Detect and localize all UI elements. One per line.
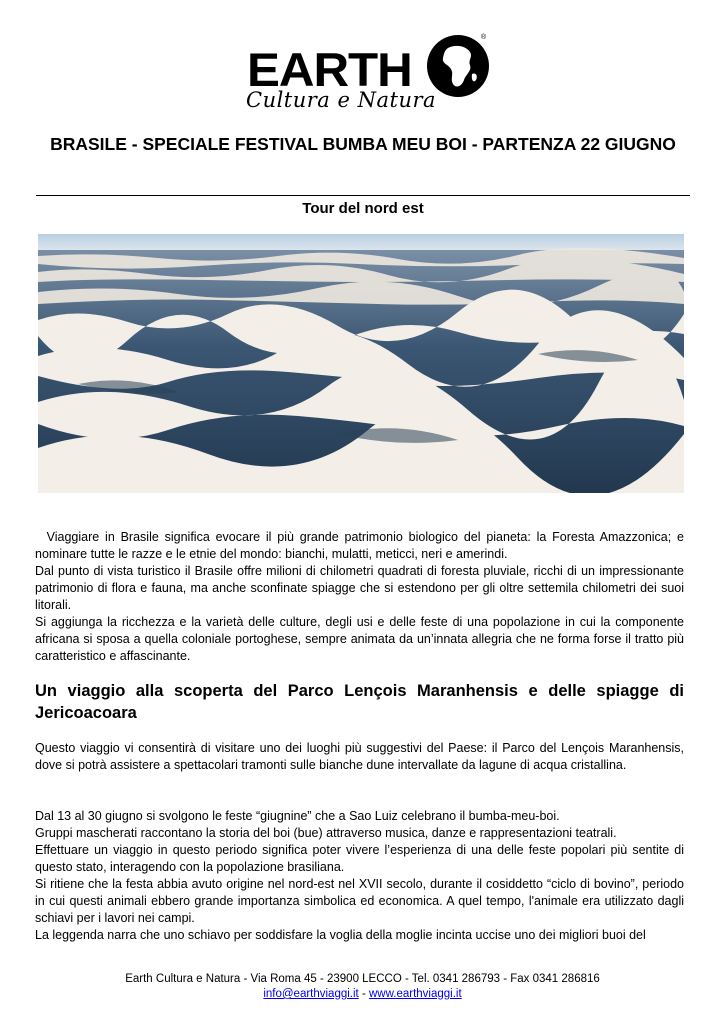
intro-paragraph: Dal punto di vista turistico il Brasile offre milioni di chilometri quadrati di foresta pluviale, ricchi di un impressionante patrimonio di flora e fauna, ma anche sconfinate spiagge che si estendono per gli oltre settemila chilometri dei suoi litorali. [35, 564, 684, 612]
intro-text [35, 529, 688, 665]
section-paragraph: La leggenda narra che uno schiavo per soddisfare la voglia della moglie incinta uccise uno dei migliori buoi del [35, 928, 646, 942]
earth-logo [0, 30, 725, 116]
dunes-photo [38, 234, 684, 493]
page-footer [0, 972, 725, 1002]
email-link[interactable]: info@earthviaggi.it [263, 988, 359, 1000]
section-paragraph: Gruppi mascherati raccontano la storia del boi (bue) attraverso musica, danze e rappresentazioni teatrali. [35, 826, 617, 840]
section-paragraph: Effettuare un viaggio in questo periodo significa poter vivere l’esperienza di una delle feste popolari più sentite di questo stato, interagendo con la popolazione brasiliana. [35, 843, 684, 874]
section-paragraph: Si ritiene che la festa abbia avuto origine nel nord-est nel XVII secolo, durante il cosiddetto “ciclo di bovino”, periodo in cui questi animali ebbero grande importanza simbolica ed economica. A quel tempo, l'animale era utilizzato dagli schiavi per i lavori nei campi. [35, 877, 684, 925]
section-paragraph: Dal 13 al 30 giugno si svolgono le feste “giugnine” che a Sao Luiz celebrano il bumba-meu-boi. [35, 809, 560, 823]
section-heading: Un viaggio alla scoperta del Parco Lençois Maranhensis e delle spiagge di Jericoacoara [35, 682, 684, 722]
section-text-2 [35, 808, 684, 944]
intro-paragraph: Viaggiare in Brasile significa evocare il più grande patrimonio biologico del pianeta: la Foresta Amazzonica; e nominare tutte le razze e le etnie del mondo: bianchi, mulatti, meticci, neri e amerindi. [35, 530, 688, 561]
logo-wordmark: EARTH [247, 43, 412, 96]
footer-separator: - [358, 988, 369, 1000]
title-divider [36, 195, 690, 196]
website-link[interactable]: www.earthviaggi.it [368, 988, 462, 1000]
page-subtitle: Tour del nord est [302, 200, 424, 217]
registered-mark: ® [481, 34, 487, 41]
logo-tagline: Cultura e Natura [246, 88, 437, 112]
footer-contacts [0, 987, 725, 1002]
footer-address: Earth Cultura e Natura - Via Roma 45 - 23900 LECCO - Tel. 0341 286793 - Fax 0341 286816 [125, 973, 600, 985]
section-text-1 [35, 740, 684, 774]
intro-paragraph: Si aggiunga la ricchezza e la varietà delle culture, degli usi e delle feste di una popolazione in cui la componente africana si sposa a quella coloniale portoghese, sempre animata da un’innata allegria che ne forma forse il tratto più caratteristico e affascinante. [35, 615, 684, 663]
section-paragraph: Questo viaggio vi consentirà di visitare uno dei luoghi più suggestivi del Paese: il Parco del Lençois Maranhensis, dove si potrà assistere a spettacolari tramonti sulle bianche dune intervallate da lagune di acqua cristallina. [35, 741, 684, 772]
page-title: BRASILE - SPECIALE FESTIVAL BUMBA MEU BOI - PARTENZA 22 GIUGNO [50, 134, 676, 154]
